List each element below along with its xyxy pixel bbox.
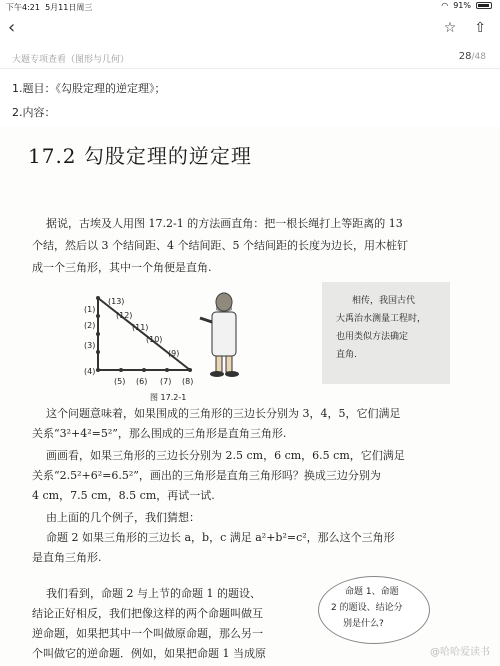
para3-line1: 画画看，如果三角形的三边长分别为 2.5 cm，6 cm，6.5 cm，它们满足 bbox=[46, 449, 405, 462]
thought-bubble bbox=[318, 576, 430, 644]
knot bbox=[96, 296, 100, 300]
fig-label-left-2: (2) bbox=[84, 321, 96, 330]
side-note-line2: 大禹治水测量工程时， bbox=[336, 314, 427, 324]
proposition-line1: 命题 2 如果三角形的三边长 a，b，c 满足 a²+b²=c²，那么这个三角形 bbox=[46, 531, 395, 544]
back-chevron-icon[interactable]: ‹ bbox=[8, 17, 16, 38]
fig-label-hyp-11: (11) bbox=[132, 323, 149, 332]
side-note-line4: 直角. bbox=[336, 350, 357, 360]
nav-actions bbox=[444, 20, 486, 36]
fig-label-hyp-13: (13) bbox=[108, 297, 125, 306]
sub-header bbox=[0, 46, 500, 68]
hypotenuse bbox=[98, 298, 190, 370]
page-indicator bbox=[459, 51, 486, 62]
egyptian-person-illustration bbox=[200, 293, 239, 377]
para5-line2: 结论正好相反，我们把像这样的两个命题叫做互 bbox=[32, 607, 263, 620]
figure-caption: 图 17.2-1 bbox=[150, 393, 187, 402]
fig-label-hyp-12: (12) bbox=[116, 311, 133, 320]
knot bbox=[96, 368, 100, 372]
fig-label-bottom-5: (5) bbox=[114, 377, 126, 386]
status-bar bbox=[0, 0, 500, 14]
fig-label-left-3: (3) bbox=[84, 341, 96, 350]
status-time bbox=[6, 2, 92, 13]
para5-line1: 我们看到，命题 2 与上节的命题 1 的题设、 bbox=[46, 587, 261, 600]
question-content-label: 2.内容： bbox=[12, 106, 56, 119]
knot bbox=[165, 368, 169, 372]
fig-label-bottom-8: (8) bbox=[182, 377, 194, 386]
bubble-line1: 命题 1、命题 bbox=[345, 587, 399, 597]
status-right bbox=[441, 1, 492, 10]
para3-line2: 关系“2.5²+6²=6.5²”，画出的三角形是直角三角形吗？换成三边分别为 bbox=[32, 469, 381, 482]
date-text: 5月11日周三 bbox=[45, 3, 93, 12]
fig-label-left-1: (1) bbox=[84, 305, 96, 314]
fig-label-hyp-10: (10) bbox=[146, 335, 163, 344]
para1-line1: 据说，古埃及人用图 17.2-1 的方法画直角：把一根长绳打上等距离的 13 bbox=[46, 217, 403, 230]
knot bbox=[96, 314, 100, 318]
rope-triangle-figure bbox=[76, 288, 316, 406]
header-divider bbox=[0, 68, 500, 69]
para1-line3: 成一个三角形，其中一个角便是直角. bbox=[32, 261, 212, 274]
wifi-icon: ◠ bbox=[441, 1, 449, 10]
para2-line1: 这个问题意味着，如果围成的三角形的三边长分别为 3，4，5，它们满足 bbox=[46, 407, 401, 420]
fig-label-bottom-7: (7) bbox=[160, 377, 172, 386]
question-title: 1.题目：《勾股定理的逆定理》； bbox=[12, 82, 166, 95]
favorite-star-icon[interactable]: ☆ bbox=[443, 20, 457, 36]
side-note-box bbox=[322, 282, 450, 384]
top-nav bbox=[0, 14, 500, 44]
para5-line3: 逆命题，如果把其中一个叫做原命题，那么另一 bbox=[32, 627, 263, 640]
watermark-text: @哈哈爱读书 bbox=[430, 647, 490, 658]
time-text: 下午4:21 bbox=[6, 3, 40, 12]
para1-line2: 个结，然后以 3 个结间距、4 个结间距、5 个结间距的长度为边长，用木桩钉 bbox=[32, 239, 408, 252]
page-total: /48 bbox=[471, 52, 486, 62]
para3-line3: 4 cm，7.5 cm，8.5 cm，再试一试. bbox=[32, 489, 215, 502]
knot bbox=[96, 332, 100, 336]
battery-icon bbox=[476, 2, 492, 9]
battery-percent: 91% bbox=[453, 1, 471, 10]
knot bbox=[119, 368, 123, 372]
para5-line4: 个叫做它的逆命题．例如，如果把命题 1 当成原 bbox=[32, 647, 266, 660]
para2-line2: 关系“3²+4²=5²”，那么围成的三角形是直角三角形. bbox=[32, 427, 287, 440]
bubble-line2: 2 的题设、结论分 bbox=[331, 603, 403, 613]
bubble-line3: 别是什么? bbox=[343, 619, 384, 629]
section-title: 大题专项查看（图形与几何） bbox=[12, 55, 130, 65]
fig-label-hyp-9: (9) bbox=[168, 349, 180, 358]
knot bbox=[96, 350, 100, 354]
knot bbox=[142, 368, 146, 372]
side-note-line3: 也用类似方法确定 bbox=[336, 332, 409, 342]
proposition-line2: 是直角三角形. bbox=[32, 551, 102, 564]
share-icon[interactable]: ⇧ bbox=[474, 20, 486, 36]
fig-label-bottom-6: (6) bbox=[136, 377, 148, 386]
book-heading: 17.2 勾股定理的逆定理 bbox=[28, 144, 252, 168]
page-current: 28 bbox=[458, 51, 472, 62]
fig-label-left-4: (4) bbox=[84, 367, 96, 376]
knot bbox=[188, 368, 192, 372]
side-note-line1: 相传，我国古代 bbox=[352, 296, 416, 306]
para4: 由上面的几个例子，我们猜想： bbox=[46, 511, 200, 524]
